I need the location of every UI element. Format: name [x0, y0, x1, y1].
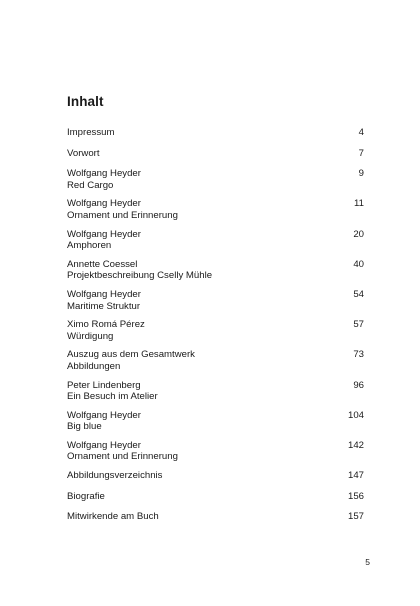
toc-entry-title: Big blue [67, 421, 102, 433]
toc-entry-author: Wolfgang Heyder [67, 198, 141, 210]
toc-entry-author: Peter Lindenberg [67, 379, 141, 391]
toc-entry [67, 511, 364, 523]
toc-entry [67, 470, 364, 482]
toc-entry-title: Mitwirkende am Buch [67, 511, 159, 523]
toc-entry-page: 40 [353, 258, 364, 270]
toc-entry-author: Annette Coessel [67, 258, 138, 270]
toc-entry-page: 157 [347, 511, 364, 523]
toc-entry-title: Amphoren [67, 240, 112, 252]
toc-entry [67, 127, 364, 139]
toc-entry-page: 20 [353, 228, 364, 240]
toc-entry-title: Maritime Struktur [67, 300, 141, 312]
toc-entry [67, 319, 364, 342]
toc-entry [67, 410, 364, 433]
toc-entry-page: 4 [358, 127, 364, 138]
toc-entry [67, 259, 364, 282]
toc-entry-author: Wolfgang Heyder [67, 409, 141, 421]
toc-entry-title: Projektbeschreibung Cselly Mühle [67, 270, 213, 282]
toc-entry-page: 142 [347, 439, 364, 451]
toc-entry-author: Wolfgang Heyder [67, 439, 141, 451]
toc-entry-author: Ximo Romá Pérez [67, 319, 145, 331]
page-number: 5 [365, 557, 370, 567]
toc-entry-title: Ornament und Erinnerung [67, 209, 178, 221]
toc-entry-page: 9 [358, 168, 364, 180]
toc-entry [67, 289, 364, 312]
toc-entry-title: Vorwort [67, 147, 100, 159]
toc-heading: Inhalt [67, 94, 104, 109]
toc-entry-page: 96 [353, 379, 364, 391]
toc-entry-title: Ein Besuch im Atelier [67, 391, 158, 403]
toc-entry-title: Abbildungsverzeichnis [67, 470, 163, 482]
toc-entry-title: Ornament und Erinnerung [67, 451, 178, 463]
toc-entry-page: 57 [353, 319, 364, 331]
toc-entry-page: 104 [347, 409, 364, 421]
toc-entry-title: Biografie [67, 490, 105, 502]
toc-entry-title: Würdigung [67, 330, 114, 342]
toc-entry [67, 198, 364, 221]
toc-entry [67, 440, 364, 463]
toc-entry [67, 148, 364, 160]
toc-entry-title: Impressum [67, 127, 115, 138]
toc-entry-page: 7 [358, 147, 364, 159]
toc-entry-author: Auszug aus dem Gesamtwerk [67, 349, 195, 361]
toc-entry-page: 54 [353, 288, 364, 300]
toc-entry-author: Wolfgang Heyder [67, 228, 141, 240]
toc-entry [67, 491, 364, 503]
toc-entry [67, 168, 364, 191]
toc-entry-title: Abbildungen [67, 360, 121, 372]
toc-list [67, 127, 364, 523]
toc-entry [67, 229, 364, 252]
toc-entry-author: Wolfgang Heyder [67, 288, 141, 300]
toc-entry-page: 156 [347, 490, 364, 502]
toc-entry-author: Wolfgang Heyder [67, 168, 141, 180]
toc-entry-page: 147 [347, 470, 364, 482]
toc-entry [67, 380, 364, 403]
toc-entry-page: 11 [354, 198, 364, 210]
toc-entry-title: Red Cargo [67, 179, 114, 191]
toc-entry [67, 349, 364, 372]
toc-entry-page: 73 [353, 349, 364, 361]
